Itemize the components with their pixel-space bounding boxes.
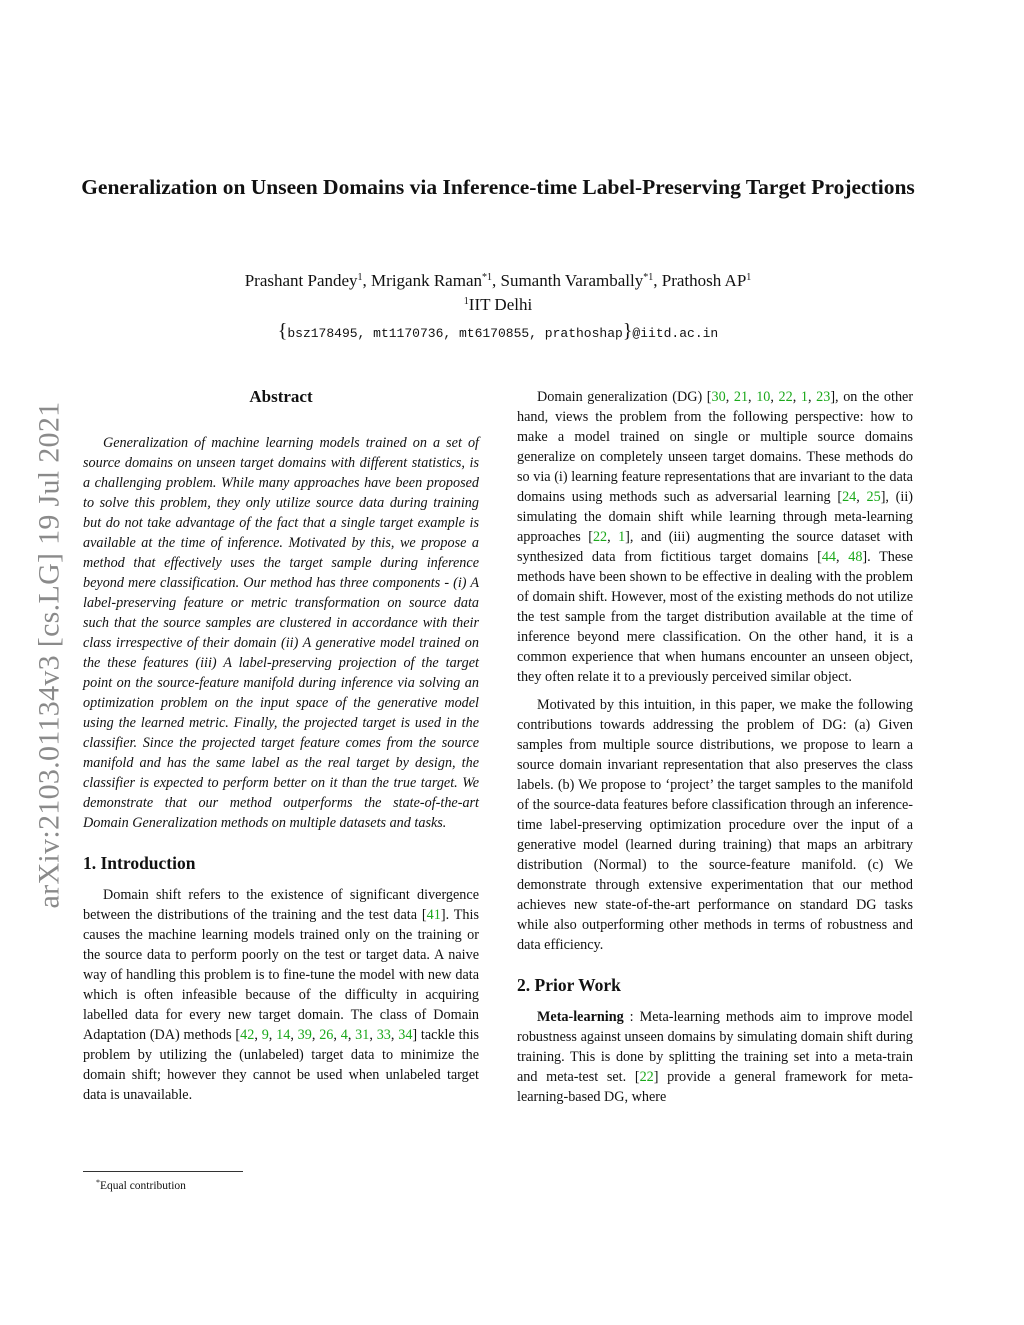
footnote-mark: * [96,1178,100,1187]
email-domain: @iitd.ac.in [632,326,719,341]
author-mark: 1 [357,272,363,283]
dg-paragraph: Domain generalization (DG) [30, 21, 10, 22, 1, 23], on the other hand, views the problem from the following perspective: how to make a model trained on single or multiple source domains generalize on completely unseen target domains. These methods do so via (i) learning feature representations that are invariant to the data domains using methods such as adversarial learning [24, 25], (ii) simulating the domain shift while learning through meta-learning approaches [22, 1], and (iii) augmenting the source dataset with synthesized data from fictitious target domains [44, 48]. These methods have been shown to be effective in dealing with the problem of domain shift. However, most of the existing methods do not utilize the test sample from the target distribution available at the time of inference beyond mere classification. On the other hand, it is a common experience that when humans encounter an unseen object, they often relate it to a previously perceived similar object. [517,389,914,685]
citation-link[interactable]: 23 [816,389,831,405]
citation-link[interactable]: 31 [355,1027,370,1043]
author-emails [80,320,916,345]
citation-link[interactable]: 30 [711,389,726,405]
intro-text: ] tackle this problem by utilizing the (unlabeled) target data to minimize the domain shift; however they cannot be used when unlabeled target data is unavailable. [83,1027,480,1103]
contributions-paragraph: Motivated by this intuition, in this paper, we make the following contributions towards addressing the problem of DG: (a) Given samples from multiple source distributions, we propose to learn a source domain invariant representation that also preserves the class labels. (b) We propose to ‘project’ the target samples to the manifold of the source-data features before classification through an inference-time label-preserving optimization procedure over the input of a generative model (learned during training) that maps an arbitrary distribution (Normal) to the source-feature manifold. (c) We demonstrate through extensive experimentation that our method achieves new state-of-the-art performance on standard DG tasks while also outperforming other methods in terms of robustness and data efficiency. [517,697,913,953]
footnote-rule [83,1171,243,1172]
author-list: Prashant Pandey$^1$, Mrigank Raman$^{*1}$, Sumanth Varambally$^{*1}$, Prathosh $AP^1$ [244,271,752,290]
meta-text: ] provide a general framework for meta-learning-based DG, where [517,1069,914,1105]
author-name: Prashant Pandey [244,271,358,290]
citation-link[interactable]: 26 [319,1027,334,1043]
dg-text: ], (ii) simulating the domain shift while learning through meta-learning approaches [ [517,489,913,545]
citation-link[interactable]: 41 [426,907,441,923]
intro-paragraph: Domain shift refers to the existence of significant divergence between the distributions of the training and the test data [41]. This causes the machine learning models trained only on the training or the source data to perform poorly on the test or target data. A naive way of handling this problem is to fine-tune the model with new data which is often infeasible because of the difficulty in acquiring labelled data for every new target domain. The class of Domain Adaptation (DA) methods [42, 9, 14, 39, 26, 4, 31, 33, 34] tackle this problem by utilizing the (unlabeled) target data to minimize the domain shift; however they cannot be used when unlabeled target data is unavailable. [83,887,480,1103]
close-brace: } [622,320,633,342]
email-handles: bsz178495, mt1170736, mt6170855, prathoshap [287,326,623,341]
right-column [517,387,913,1107]
meta-learning-paragraph [517,1007,913,1107]
citation-link[interactable]: 10 [756,389,771,405]
author-name: Mrigank Raman [371,271,482,290]
citation-link[interactable]: 22 [592,529,608,545]
meta-text: : Meta-learning methods aim to improve model robustness against unseen domains by simulating domain shift during training. This is done by splitting the training set into a meta-train and meta-test set. [ [517,1009,913,1085]
affiliation [80,294,916,316]
author-mark: 1 [746,272,752,283]
footnote-text: Equal contribution [100,1180,186,1192]
citation-link[interactable]: 24 [842,489,857,505]
author-mark: *1 [482,272,492,283]
citation-link[interactable]: 25 [866,489,881,505]
citation-link[interactable]: 42 [240,1027,255,1043]
citation-link[interactable]: 14 [276,1027,291,1043]
author-name: Sumanth Varambally [500,271,644,290]
author-name: Prathosh AP [661,271,747,290]
citation-link[interactable]: 34 [398,1027,413,1043]
section-heading-introduction: 1. Introduction [83,853,196,873]
open-brace: { [277,320,288,342]
citation-link[interactable]: 44 [821,549,836,565]
dg-text: ], and (iii) augmenting the source dataset with synthesized data from fictitious target domains [ [517,529,913,565]
arxiv-stamp-text: arXiv:2103.01134v3 [cs.LG] 19 Jul 2021 [32,401,65,909]
author-mark: *1 [643,272,654,283]
citation-link[interactable]: 1 [618,529,626,545]
citation-link[interactable]: 33 [376,1027,391,1043]
dg-text: ]. These methods have been shown to be effective in dealing with the problem of domain shift. However, most of the existing methods do not utilize the test sample from the target distribution available at the time of inference beyond mere classification. On the other hand, it is a common experience that when humans encounter an unseen object, they often relate it to a previously perceived similar object. [517,549,913,685]
intro-text: Domain shift refers to the existence of significant divergence between the distributions of the training and the test data [ [83,887,479,923]
citation-link[interactable]: 21 [733,389,749,405]
meta-learning-label: Meta-learning [537,1009,624,1025]
dg-text: Domain generalization (DG) [ [537,389,712,405]
citation-link[interactable]: 4 [340,1027,348,1043]
section-heading-prior-work: 2. Prior Work [517,975,621,995]
dg-text: ], on the other hand, views the problem from the following perspective: how to make a model trained on single or multiple source domains generalize on completely unseen target domains. These methods do so via (i) learning feature representations that are invariant to the data domains using methods such as adversarial learning [ [517,389,914,505]
intro-text: ]. This causes the machine learning models trained only on the training or the source data to perform poorly on the test or target data. A naive way of handling this problem is to fine-tune the model with new data which is often infeasible because of the difficulty in acquiring labelled data for every new target domain. The class of Domain Adaptation (DA) methods [ [83,907,479,1043]
left-column [83,385,479,1105]
arxiv-stamp [28,370,70,940]
citation-link[interactable]: 22 [778,389,793,405]
citation-link[interactable]: 48 [848,549,863,565]
citation-link[interactable]: 1 [800,389,808,405]
citation-link[interactable]: 39 [297,1027,312,1043]
abstract-text: Generalization of machine learning models trained on a set of source domains on unseen target domains with different statistics, is a challenging problem. While many approaches have been proposed to solve this problem, they only utilize source data during training but do not take advantage of the fact that a single target example is available at the time of inference. Motivated by this, we propose a method that effectively uses the target sample during inference beyond mere classification. Our method has three components - (i) A label-preserving feature or metric transformation on source data such that the source samples are clustered in accordance with their class irrespective of their domain (ii) A generative model trained on the these features (iii) A label-preserving projection of the target point on the source-feature manifold during inference via solving an optimization problem on the input space of the generative model using the learned metric. Finally, the projected target is used in the classifier. Since the projected target feature comes from the source manifold and has the same label as the real target by design, the classifier is expected to perform better on it than the true target. We demonstrate that our method outperforms the state-of-the-art Domain Generalization methods on multiple datasets and tasks. [83,435,479,831]
paper-title: Generalization on Unseen Domains via Inference-time Label-Preserving Target Projections [81,175,915,199]
affiliation-name: IIT Delhi [468,295,533,314]
affiliation-mark: 1 [463,296,469,307]
citation-link[interactable]: 22 [639,1069,654,1085]
citation-link[interactable]: 9 [261,1027,269,1043]
abstract-heading: Abstract [249,387,313,406]
footnote [96,1178,186,1194]
